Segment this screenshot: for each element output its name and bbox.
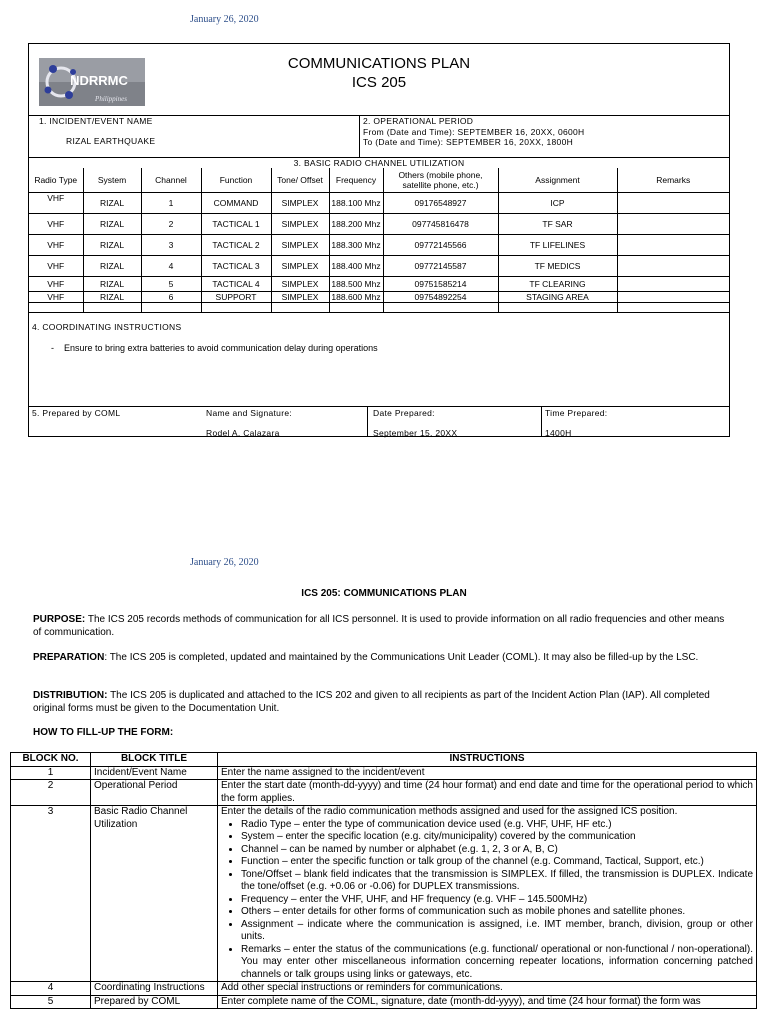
cell: RIZAL	[83, 234, 141, 255]
svg-text:Philippines: Philippines	[95, 95, 127, 103]
prepared-by-label: 5. Prepared by COML	[32, 408, 121, 418]
cell: 188.200 Mhz	[329, 213, 383, 234]
name-signature-label: Name and Signature:	[206, 408, 293, 418]
cell	[617, 291, 729, 302]
block-instruction: Enter complete name of the COML, signature, date (month-dd-yyyy), and time (24 hour format) the form was	[218, 995, 757, 1009]
cell: TF LIFELINES	[498, 234, 617, 255]
purpose-paragraph: PURPOSE: The ICS 205 records methods of communication for all ICS personnel. It is used to provide information on all radio frequencies and other means of communication.	[33, 614, 725, 638]
block-instruction: Enter the name assigned to the incident/event	[218, 766, 757, 780]
cell: TACTICAL 2	[201, 234, 271, 255]
list-item: • Radio Type – enter the type of communication device used (e.g. VHF, UHF, HF etc.)	[241, 819, 753, 832]
radio-utilization-title: 3. BASIC RADIO CHANNEL UTILIZATION	[293, 158, 465, 168]
cell: SIMPLEX	[271, 213, 329, 234]
header-block-no: BLOCK NO.	[11, 753, 91, 767]
coordinating-instruction-item: - Ensure to bring extra batteries to avoid communication delay during operations	[51, 343, 378, 353]
cell: VHF	[29, 234, 83, 255]
header-block-title: BLOCK TITLE	[91, 753, 218, 767]
table-row	[11, 995, 757, 1009]
block-no: 3	[11, 806, 91, 982]
header-others: Others (mobile phone, satellite phone, etc.)	[383, 168, 498, 192]
cell: COMMAND	[201, 192, 271, 213]
cell: SIMPLEX	[271, 276, 329, 291]
cell: 5	[141, 276, 201, 291]
svg-text:NDRRMC: NDRRMC	[70, 73, 128, 88]
operational-period-to: To (Date and Time): SEPTEMBER 16, 20XX, 1800H	[363, 137, 574, 147]
cell	[329, 302, 383, 312]
cell	[271, 302, 329, 312]
header-remarks: Remarks	[617, 168, 729, 192]
cell	[141, 302, 201, 312]
block-instruction: Enter the start date (month-dd-yyyy) and time (24 hour format) and end date and time for the operational period to which the form applies.	[218, 780, 757, 806]
cell: 09772145587	[383, 255, 498, 276]
cell: TACTICAL 4	[201, 276, 271, 291]
cell: VHF	[29, 255, 83, 276]
header-assignment: Assignment	[498, 168, 617, 192]
form-title: COMMUNICATIONS PLAN	[287, 55, 471, 72]
cell: 188.600 Mhz	[329, 291, 383, 302]
cell	[383, 302, 498, 312]
table-row	[29, 291, 729, 302]
cell	[498, 302, 617, 312]
cell: SIMPLEX	[271, 291, 329, 302]
header-system: System	[83, 168, 141, 192]
distribution-paragraph: DISTRIBUTION: The ICS 205 is duplicated and attached to the ICS 202 and given to all recipients as part of the Incident Action Plan (IAP). All completed original forms must be given to the Documentation Unit.	[33, 690, 710, 714]
radio-channel-table	[29, 168, 729, 313]
list-item: • Function – enter the specific function or talk group of the channel (e.g. Command, Tactical, Support, etc.)	[241, 856, 753, 869]
cell	[617, 255, 729, 276]
header-tone-offset: Tone/ Offset	[271, 168, 329, 192]
cell: 188.100 Mhz	[329, 192, 383, 213]
table-row	[29, 192, 729, 213]
cell: TF MEDICS	[498, 255, 617, 276]
table-row	[11, 982, 757, 996]
block-no: 4	[11, 982, 91, 996]
header-channel: Channel	[141, 168, 201, 192]
cell	[201, 302, 271, 312]
block-title: Basic Radio Channel Utilization	[91, 806, 218, 982]
divider	[541, 406, 542, 436]
cell: 09772145566	[383, 234, 498, 255]
table-row	[11, 806, 757, 982]
coordinating-instructions-label: 4. COORDINATING INSTRUCTIONS	[32, 322, 182, 332]
cell	[617, 234, 729, 255]
block-title: Operational Period	[91, 780, 218, 806]
incident-value: RIZAL EARTHQUAKE	[66, 136, 156, 146]
page-date: January 26, 2020	[190, 557, 259, 568]
cell: VHF	[29, 213, 83, 234]
list-item: • System – enter the specific location (e.g. city/municipality) covered by the communication	[241, 831, 753, 844]
cell: STAGING AREA	[498, 291, 617, 302]
header-radio-type: Radio Type	[29, 168, 83, 192]
cell: 188.400 Mhz	[329, 255, 383, 276]
list-item: • Assignment – indicate where the communication is assigned, i.e. IMT member, branch, division, group or other units.	[241, 919, 753, 944]
preparation-paragraph: PREPARATION: The ICS 205 is completed, updated and maintained by the Communications Unit Leader (COML). It may also be filled-up by the LSC.	[33, 652, 699, 663]
cell: VHF	[29, 291, 83, 302]
cell: 09176548927	[383, 192, 498, 213]
cell: 2	[141, 213, 201, 234]
date-prepared-label: Date Prepared:	[373, 408, 435, 418]
cell: 09754892254	[383, 291, 498, 302]
radio-table-header	[29, 168, 729, 192]
block-no: 2	[11, 780, 91, 806]
cell: TF CLEARING	[498, 276, 617, 291]
block-instruction-text: Enter the details of the radio communication methods assigned and used for the assigned ICS position.	[221, 806, 678, 817]
cell	[29, 302, 83, 312]
operational-period-label: 2. OPERATIONAL PERIOD	[363, 116, 474, 126]
table-row	[11, 780, 757, 806]
table-row	[11, 766, 757, 780]
block-title: Coordinating Instructions	[91, 982, 218, 996]
operational-period-from: From (Date and Time): SEPTEMBER 16, 20XX, 0600H	[363, 127, 585, 137]
cell: 1	[141, 192, 201, 213]
block-instruction	[218, 806, 757, 982]
cell: RIZAL	[83, 255, 141, 276]
instructions-header	[11, 753, 757, 767]
table-row	[29, 234, 729, 255]
time-prepared-value: 1400H	[545, 428, 572, 438]
form-subtitle: ICS 205	[351, 74, 407, 91]
divider	[367, 406, 368, 436]
cell	[617, 213, 729, 234]
table-row	[29, 213, 729, 234]
communications-plan-form	[28, 43, 730, 437]
cell: SUPPORT	[201, 291, 271, 302]
table-row	[29, 255, 729, 276]
incident-label: 1. INCIDENT/EVENT NAME	[39, 116, 153, 126]
cell: 188.500 Mhz	[329, 276, 383, 291]
instructions-table	[10, 752, 757, 1009]
preparer-name: Rodel A. Calazara	[206, 428, 280, 438]
instruction-bullet-list	[221, 819, 753, 982]
list-item: • Frequency – enter the VHF, UHF, and HF frequency (e.g. VHF – 145.500MHz)	[241, 894, 753, 907]
cell: RIZAL	[83, 192, 141, 213]
table-row-empty	[29, 302, 729, 312]
table-row	[29, 276, 729, 291]
cell: TF SAR	[498, 213, 617, 234]
cell: 09751585214	[383, 276, 498, 291]
how-to-heading: HOW TO FILL-UP THE FORM:	[33, 727, 174, 738]
list-item: • Others – enter details for other forms of communication such as mobile phones and satellite phones.	[241, 906, 753, 919]
divider	[29, 406, 729, 407]
page-date: January 26, 2020	[190, 14, 259, 25]
header-function: Function	[201, 168, 271, 192]
cell	[617, 302, 729, 312]
header-instructions: INSTRUCTIONS	[218, 753, 757, 767]
cell: ICP	[498, 192, 617, 213]
cell: SIMPLEX	[271, 255, 329, 276]
cell: VHF	[29, 276, 83, 291]
cell: 3	[141, 234, 201, 255]
cell: TACTICAL 1	[201, 213, 271, 234]
block-title: Prepared by COML	[91, 995, 218, 1009]
cell: 097745816478	[383, 213, 498, 234]
list-item: • Remarks – enter the status of the communications (e.g. functional/ operational or non-functional / non-operational). You may enter other miscellaneous information concerning repeater locations, information concerning patched channels or talk groups using links or gateways, etc.	[241, 944, 753, 982]
cell: SIMPLEX	[271, 234, 329, 255]
cell	[617, 276, 729, 291]
cell	[83, 302, 141, 312]
cell: RIZAL	[83, 276, 141, 291]
cell: SIMPLEX	[271, 192, 329, 213]
block-no: 5	[11, 995, 91, 1009]
list-item: • Tone/Offset – blank field indicates that the transmission is SIMPLEX. If filled, the transmission is DUPLEX. Indicate the tone/offset (e.g. +0.06 or -0.06) for DUPLEX transmissions.	[241, 869, 753, 894]
date-prepared-value: September 15, 20XX	[373, 428, 458, 438]
block-instruction: Add other special instructions or reminders for communications.	[218, 982, 757, 996]
cell: 188.300 Mhz	[329, 234, 383, 255]
cell: RIZAL	[83, 213, 141, 234]
cell: VHF	[29, 192, 83, 213]
block-title: Incident/Event Name	[91, 766, 218, 780]
list-item: • Channel – can be named by number or alphabet (e.g. 1, 2, 3 or A, B, C)	[241, 844, 753, 857]
cell: 6	[141, 291, 201, 302]
block-no: 1	[11, 766, 91, 780]
divider	[359, 115, 360, 157]
header-frequency: Frequency	[329, 168, 383, 192]
cell: 4	[141, 255, 201, 276]
cell: TACTICAL 3	[201, 255, 271, 276]
instructions-title: ICS 205: COMMUNICATIONS PLAN	[301, 588, 467, 599]
cell	[617, 192, 729, 213]
time-prepared-label: Time Prepared:	[545, 408, 608, 418]
cell: RIZAL	[83, 291, 141, 302]
